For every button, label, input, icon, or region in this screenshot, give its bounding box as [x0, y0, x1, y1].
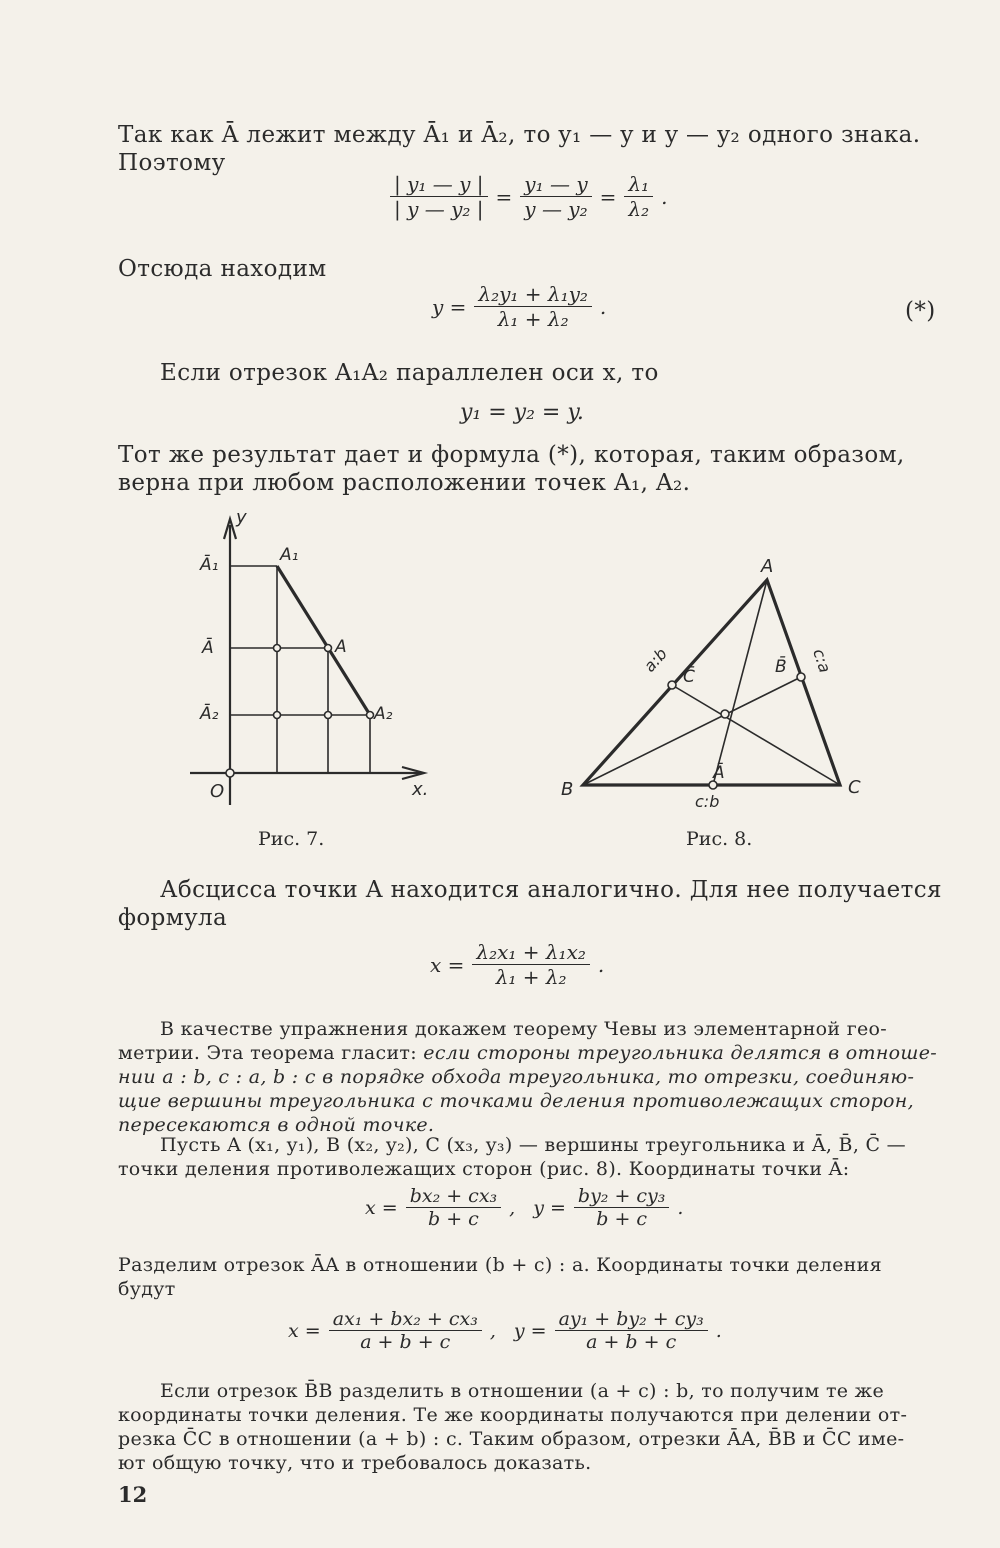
para9-line3: резка C̄C в отношении (a + b) : c. Таким образом, отрезки ĀA, B̄B и C̄C име- [118, 1428, 905, 1450]
separator: , [489, 1319, 496, 1342]
para6-line2-plain: метрии. Эта теорема гласит: [118, 1042, 424, 1064]
fraction-numerator: bx₂ + cx₃ [406, 1185, 501, 1208]
figure-8 [555, 555, 875, 815]
grid-point [325, 712, 332, 719]
fraction-denominator: λ₂ [628, 197, 650, 221]
para2: Отсюда находим [118, 256, 327, 282]
equation-tail: . [597, 952, 605, 977]
equation-x [430, 940, 604, 989]
fraction-numerator: y₁ — y [520, 172, 591, 197]
label-vertex-a: A [761, 556, 774, 577]
label-vertex-c: C [848, 777, 861, 798]
equation-lhs: x = [430, 952, 465, 977]
equals-sign: = [599, 184, 617, 209]
point-a2 [367, 712, 374, 719]
equation-tail: . [677, 1196, 684, 1219]
para8-line2: будут [118, 1278, 176, 1300]
fraction-numerator: ay₁ + by₂ + cy₃ [555, 1308, 708, 1331]
para6-line2-italic: если стороны треугольника делятся в отноше- [423, 1042, 937, 1064]
fraction-y [574, 1185, 670, 1230]
equation-lhs: y = [533, 1196, 566, 1219]
equation-division-point [288, 1308, 722, 1353]
fraction-x [329, 1308, 482, 1353]
point-a [325, 645, 332, 652]
fraction-numerator: λ₁ [624, 172, 653, 197]
page-number: 12 [118, 1482, 148, 1507]
fraction-y [555, 1308, 708, 1353]
fraction-x [406, 1185, 501, 1230]
label-bar-a1: Ā₁ [200, 555, 219, 575]
triangle-abc [583, 580, 840, 785]
para3: Если отрезок A₁A₂ параллелен оси x, то [160, 360, 659, 386]
para6-line2 [118, 1042, 937, 1064]
point-origin [226, 769, 234, 777]
para9-line4: ют общую точку, что и требовалось доказать. [118, 1452, 592, 1474]
equation-tag: (*) [905, 298, 936, 324]
label-x-axis: x. [412, 779, 429, 800]
label-ratio-ab: a:b [639, 644, 671, 676]
equation-tail: . [599, 294, 607, 319]
fraction-abs [390, 172, 488, 221]
label-bar-a2: Ā₂ [200, 704, 219, 724]
para5-line2: формула [118, 905, 228, 931]
equation-tail: . [661, 184, 668, 209]
equation-ratio [390, 172, 667, 221]
label-bar-b: B̄ [775, 657, 787, 677]
para7-line2: точки деления противолежащих сторон (рис. 8). Координаты точки Ā: [118, 1158, 850, 1180]
fraction-denominator: λ₁ + λ₂ [495, 965, 567, 989]
fraction-x [472, 940, 589, 989]
para9-line1: Если отрезок B̄B разделить в отношении (a + c) : b, то получим те же [160, 1380, 884, 1402]
equation-lhs: y = [432, 294, 467, 319]
point-bar-c [668, 681, 676, 689]
cevian-b [583, 677, 801, 785]
para9-line2: координаты точки деления. Те же координаты получаются при делении от- [118, 1404, 908, 1426]
label-a2: A₂ [374, 704, 393, 724]
equation-bar-a-coords [365, 1185, 683, 1230]
figure-8-caption: Рис. 8. [686, 828, 753, 850]
fraction-numerator: λ₂y₁ + λ₁y₂ [474, 282, 592, 307]
label-a: A [335, 637, 347, 657]
fraction-denominator: λ₁ + λ₂ [497, 307, 569, 331]
para6-line5: пересекаются в одной точке. [118, 1114, 435, 1136]
para7-line1: Пусть A (x₁, y₁), B (x₂, y₂), C (x₃, y₃) — вершины треугольника и Ā, B̄, C̄ — [160, 1134, 906, 1156]
label-bar-c: C̄ [683, 667, 695, 687]
fraction-lambda [624, 172, 653, 221]
para4-line2: верна при любом расположении точек A₁, A₂. [118, 470, 691, 496]
grid-point [274, 712, 281, 719]
equation-lhs: y = [513, 1319, 547, 1342]
segment-a1-a2 [277, 566, 370, 715]
fraction-numerator: by₂ + cy₃ [574, 1185, 670, 1208]
fraction-numerator: λ₂x₁ + λ₁x₂ [472, 940, 589, 965]
fraction-denominator: y — y₂ [524, 197, 588, 221]
para6-line1: В качестве упражнения докажем теорему Чевы из элементарной гео- [160, 1018, 887, 1040]
fraction-plain [520, 172, 591, 221]
para1-line1: Так как Ā лежит между Ā₁ и Ā₂, то y₁ — y и y — y₂ одного знака. [118, 122, 921, 148]
fraction-denominator: a + b + c [360, 1331, 451, 1353]
fraction-numerator: | y₁ — y | [390, 172, 488, 197]
figure-7 [180, 505, 450, 815]
equation-y [432, 282, 606, 331]
label-origin: O [210, 781, 225, 802]
equation-lhs: x = [365, 1196, 398, 1219]
fraction-y [474, 282, 592, 331]
separator: , [509, 1196, 516, 1219]
grid-point [274, 645, 281, 652]
fraction-denominator: b + c [428, 1208, 479, 1230]
equation-lhs: x = [288, 1319, 321, 1342]
fraction-numerator: ax₁ + bx₂ + cx₃ [329, 1308, 482, 1331]
label-bar-a: Ā [713, 763, 725, 783]
para4-line1: Тот же результат дает и формула (*), которая, таким образом, [118, 442, 905, 468]
fraction-denominator: a + b + c [586, 1331, 677, 1353]
fraction-denominator: | y — y₂ | [394, 197, 484, 221]
label-ratio-cb: c:b [695, 792, 720, 811]
para6-line4: щие вершины треугольника с точками деления противолежащих сторон, [118, 1090, 914, 1112]
equation-equal-ys: y₁ = y₂ = y. [460, 400, 584, 425]
fraction-denominator: b + c [596, 1208, 648, 1230]
label-y-axis: y [236, 507, 247, 528]
para6-line3: нии a : b, c : a, b : c в порядке обхода треугольника, то отрезки, соединяю- [118, 1066, 915, 1088]
para8-line1: Разделим отрезок ĀA в отношении (b + c) : a. Координаты точки деления [118, 1254, 882, 1276]
label-vertex-b: B [561, 779, 574, 800]
label-a1: A₁ [280, 545, 299, 565]
label-ratio-ca: c:a [809, 646, 835, 676]
label-bar-a: Ā [202, 638, 214, 658]
equation-tail: . [715, 1319, 722, 1342]
equals-sign: = [495, 184, 513, 209]
point-bar-b [797, 673, 805, 681]
para1-line2: Поэтому [118, 150, 226, 176]
figure-7-caption: Рис. 7. [258, 828, 325, 850]
point-intersection [721, 710, 729, 718]
para5-line1: Абсцисса точки A находится аналогично. Для нее получается [160, 877, 942, 903]
